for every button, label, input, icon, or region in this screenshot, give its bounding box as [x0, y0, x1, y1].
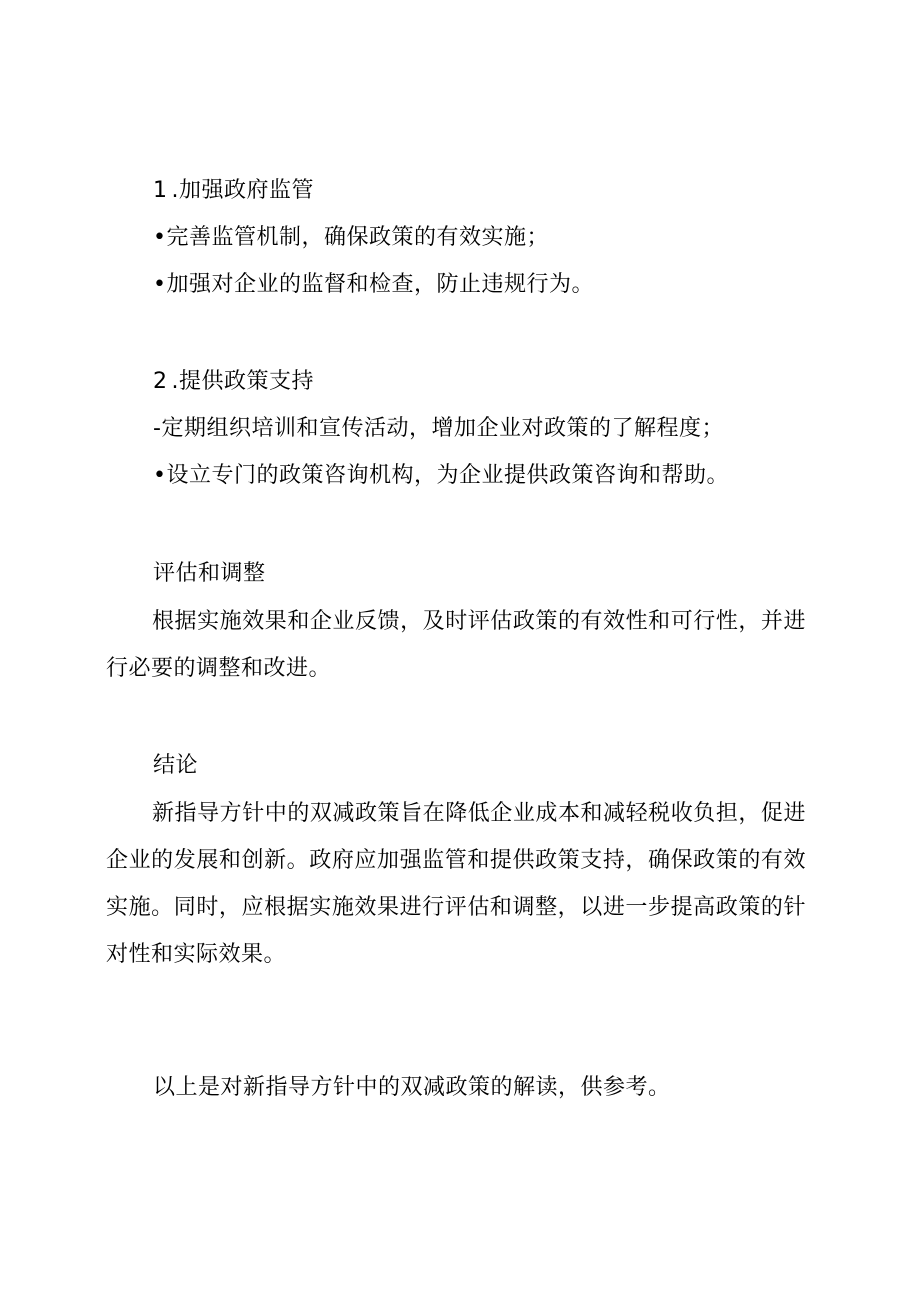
section-1-title: .加强政府监管 — [171, 178, 314, 203]
section-1-item-1: •完善监管机制，确保政策的有效实施； — [153, 225, 549, 250]
evaluation-heading: 评估和调整 — [153, 561, 266, 586]
section-2-heading — [153, 367, 314, 397]
section-1-number: 1 — [153, 178, 168, 203]
section-2-title: .提供政策支持 — [171, 369, 314, 394]
closing-line: 以上是对新指导方针中的双减政策的解读，供参考。 — [153, 1075, 671, 1100]
evaluation-paragraph: 根据实施效果和企业反馈，及时评估政策的有效性和可行性，并进行必要的调整和改进。 — [106, 609, 806, 681]
section-2-item-1: -定期组织培训和宣传活动，增加企业对政策的了解程度； — [153, 416, 724, 441]
conclusion-paragraph: 新指导方针中的双减政策旨在降低企业成本和减轻税收负担，促进企业的发展和创新。政府应加强监管和提供政策支持，确保政策的有效实施。同时，应根据实施效果进行评估和调整，以进一步提高政策的针对性和实际效果。 — [106, 801, 806, 967]
section-1-heading — [153, 176, 314, 206]
section-2-number: 2 — [153, 369, 168, 394]
section-2-item-2: •设立专门的政策咨询机构，为企业提供政策咨询和帮助。 — [153, 463, 729, 488]
section-1-item-2: •加强对企业的监督和检查，防止违规行为。 — [153, 272, 594, 297]
conclusion-heading: 结论 — [153, 753, 199, 778]
